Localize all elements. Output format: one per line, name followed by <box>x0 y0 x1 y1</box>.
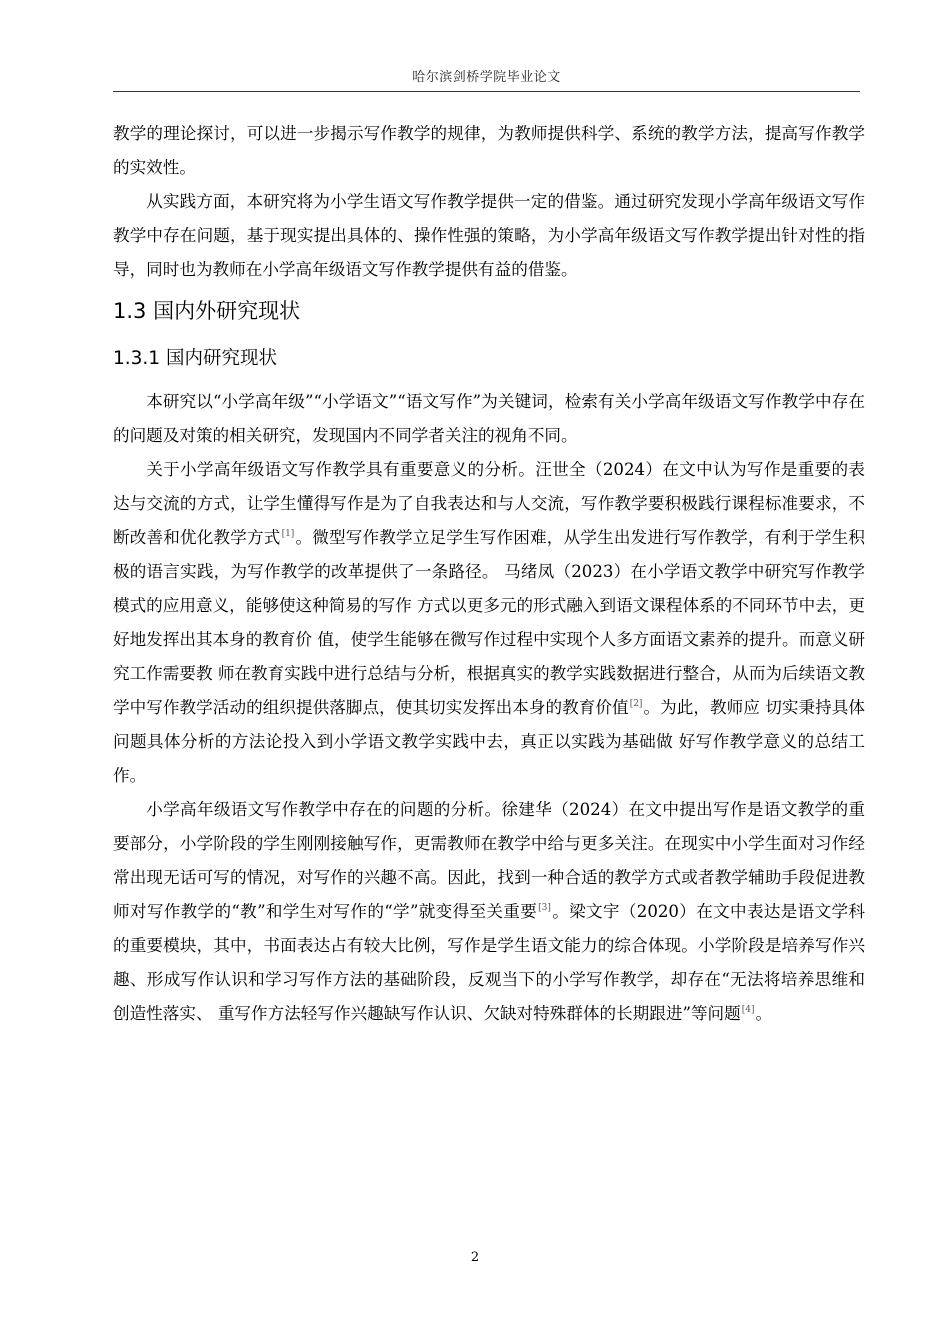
paragraph-text: 小学高年级语文写作教学中存在的问题的分析。徐建华（2024）在文中提出写作是语文教学的重要部分，小学阶段的学生刚刚接触写作，更需教师在教学中给与更多关注。在现实中小学生面对习作经常出现无话可写的情况，对写作的兴趣不高。因此，找到一种合适的教学方式或者教学辅助手段促进教师对写作教学的“教”和学生对写作的“学”就变得至关重要 <box>113 800 865 921</box>
paragraph-text: 。为此，教师应 切实秉持具体问题具体分析的方法论投入到小学语文教学实践中去，真正以实践为基础做 好写作教学意义的总结工作。 <box>113 698 866 785</box>
citation-ref: [1] <box>281 529 295 539</box>
paragraph: 本研究以“小学高年级”“小学语文”“语文写作”为关键词，检索有关小学高年级语文写作教学中存在的问题及对策的相关研究，发现国内不同学者关注的视角不同。 <box>113 392 865 445</box>
page-header: 哈尔滨剑桥学院毕业论文 <box>412 70 561 85</box>
paragraph-text: 关于小学高年级语文写作教学具有重要意义的分析。汪世全（2024）在文中认为写作是重要的表达与交流的方式，让学生懂得写作是为了自我表达和与人交流，写作教学要积极践行课程标准要求，不断改善和优化教学方式 <box>113 460 865 547</box>
section-heading: 1.3 国内外研究现状 <box>113 299 301 323</box>
paragraph-text: 。梁文宇（2020）在文中表达是语文学科的重要模块，其中，书面表达占有较大比例，写作是学生语文能力的综合体现。小学阶段是培养写作兴趣、形成写作认识和学习写作方法的基础阶段，反观当下的小学写作教学，却存在“无法将培养思维和创造性落实、 重写作方法轻写作兴趣缺写作认识、欠缺对特殊群体的长期跟进”等问题 <box>113 902 865 1023</box>
paragraph <box>113 793 865 1031</box>
paragraph-text: 。微型写作教学立足学生写作困难，从学生出发进行写作教学，有利于学生积极的语言实践，为写作教学的改革提供了一条路径。 马绪凤（2023）在小学语文教学中研究写作教学模式的应用意义，能够使这种简易的写作 方式以更多元的形式融入到语文课程体系的不同环节中去，更好地发挥出其本身的教育价 值，使学生能够在微写作过程中实现个人多方面语文素养的提升。而意义研究工作需要教 师在教育实践中进行总结与分析，根据真实的教学实践数据进行整合，从而为后续语文教 学中写作教学活动的组织提供落脚点，使其切实发挥出本身的教育价值 <box>113 528 866 717</box>
page-number: 2 <box>470 1250 480 1265</box>
subsection-heading: 1.3.1 国内研究现状 <box>113 348 277 369</box>
citation-ref: [4] <box>741 1005 755 1015</box>
paragraph-text: 。 <box>755 1004 773 1023</box>
citation-ref: [2] <box>629 699 643 709</box>
header-rule <box>113 91 860 92</box>
citation-ref: [3] <box>538 903 551 913</box>
paragraph <box>113 453 865 793</box>
paragraph: 从实践方面，本研究将为小学生语文写作教学提供一定的借鉴。通过研究发现小学高年级语文写作教学中存在问题，基于现实提出具体的、操作性强的策略，为小学高年级语文写作教学提出针对性的指导，同时也为教师在小学高年级语文写作教学提供有益的借鉴。 <box>113 192 865 279</box>
document-body <box>113 117 865 1031</box>
paragraph: 教学的理论探讨，可以进一步揭示写作教学的规律，为教师提供科学、系统的教学方法，提高写作教学的实效性。 <box>113 124 865 177</box>
